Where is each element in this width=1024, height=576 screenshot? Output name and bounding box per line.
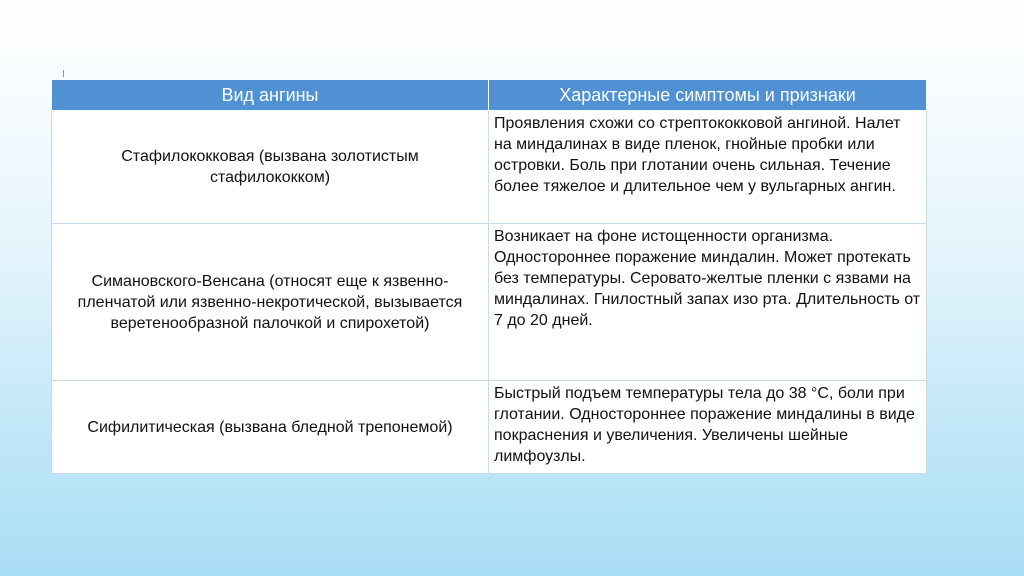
angina-type-cell: Сифилитическая (вызвана бледной трепонемой) bbox=[52, 381, 489, 474]
angina-type-cell: Симановского-Венсана (относят еще к язвенно-пленчатой или язвенно-некротической, вызывается веретенообразной палочкой и спирохетой) bbox=[52, 224, 489, 381]
angina-types-table bbox=[51, 79, 927, 474]
table-row bbox=[52, 111, 927, 224]
angina-type-cell: Стафилококковая (вызвана золотистым стафилококком) bbox=[52, 111, 489, 224]
header-symptoms: Характерные симптомы и признаки bbox=[489, 80, 927, 111]
table-row bbox=[52, 381, 927, 474]
symptoms-cell: Проявления схожи со стрептококковой ангиной. Налет на миндалинах в виде пленок, гнойные пробки или островки. Боль при глотании очень сильная. Течение более тяжелое и длительное чем у вульгарных ангин. bbox=[489, 111, 927, 224]
symptoms-cell: Возникает на фоне истощенности организма. Одностороннее поражение миндалин. Может протекать без температуры. Серовато-желтые пленки с язвами на миндалинах. Гнилостный запах изо рта. Длительность от 7 до 20 дней. bbox=[489, 224, 927, 381]
text-cursor-mark bbox=[63, 70, 64, 77]
header-type: Вид ангины bbox=[52, 80, 489, 111]
table-row bbox=[52, 224, 927, 381]
table-header-row bbox=[52, 80, 927, 111]
symptoms-cell: Быстрый подъем температуры тела до 38 °С, боли при глотании. Одностороннее поражение миндалины в виде покраснения и увеличения. Увеличены шейные лимфоузлы. bbox=[489, 381, 927, 474]
